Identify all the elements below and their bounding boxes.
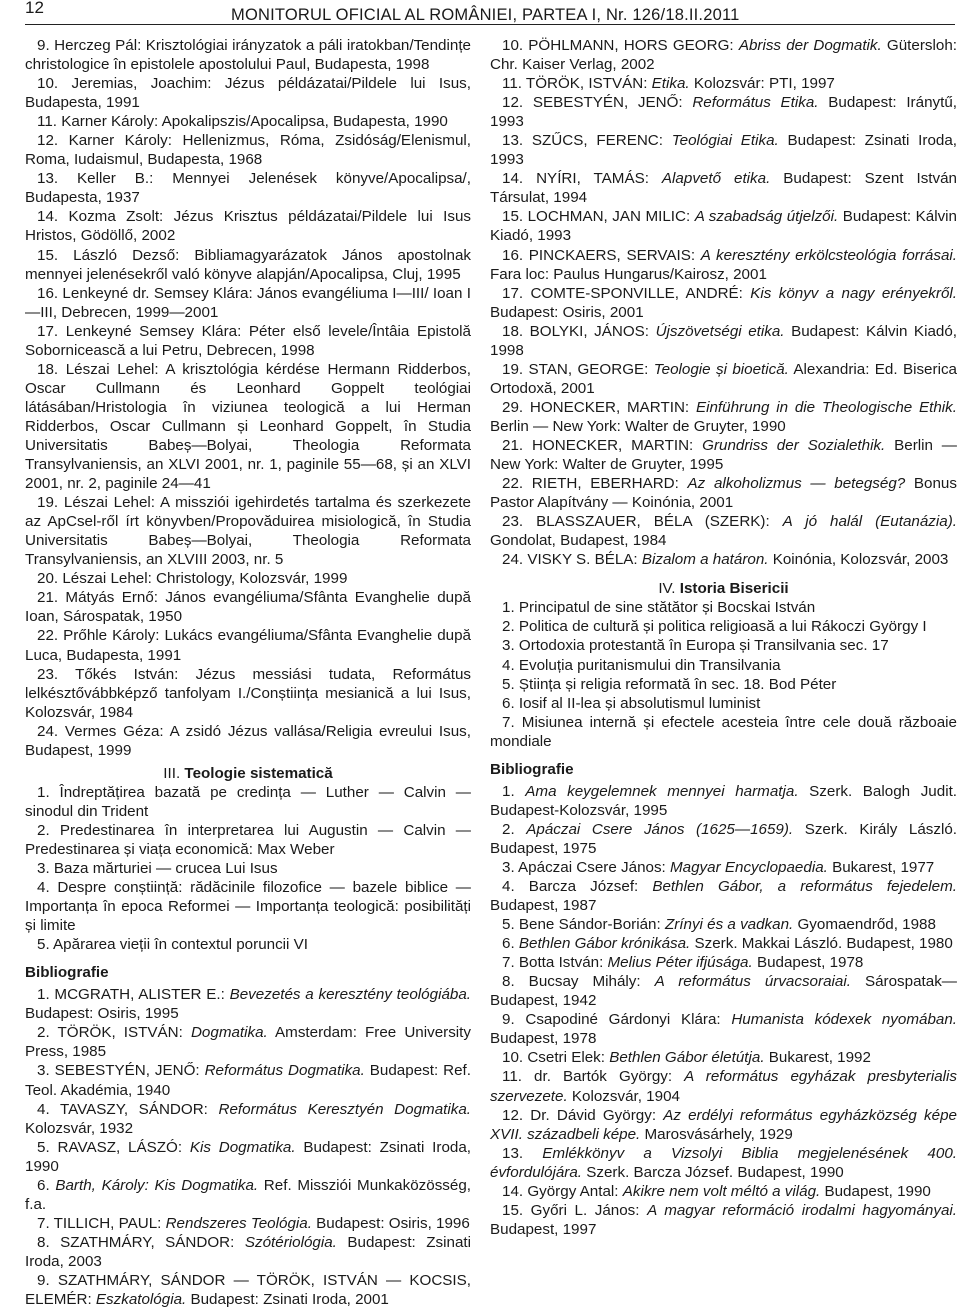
header-rule xyxy=(25,24,955,25)
reference-entry: 19. Lészai Lehel: A missziói igehirdetés tartalma és szerkezete az ApCsel-ről írt könyvben/Propovăduirea misiologică, în Studia Universitatis Babeș—Bolyai, Theologia Reformata Transylvaniensis, an XLVIII 2003, nr. 5 xyxy=(25,494,471,569)
reference-entry: 13. Keller B.: Mennyei Jelenések könyve/Apocalipsa/, Budapesta, 1937 xyxy=(25,170,471,207)
topic-list xyxy=(25,783,471,954)
reference-entry: 20. Lészai Lehel: Christology, Kolozsvár, 1999 xyxy=(37,570,348,588)
bibliography-entry: 2. TÖRÖK, ISTVÁN: Dogmatika. Amsterdam: Free University Press, 1985 xyxy=(25,1024,471,1061)
bibliography-entry: 8. Bucsay Mihály: A református úrvacsoraiai. Sárospatak—Budapest, 1942 xyxy=(490,973,957,1010)
bibliography-entry: 7. Botta István: Melius Péter ifjúsága. Budapest, 1978 xyxy=(502,954,864,972)
bibliography-entry: 15. Győri L. János: A magyar reformáció irodalmi hagyományai. Budapest, 1997 xyxy=(490,1201,957,1238)
topic-item: 5. Apărarea vieții în contextul poruncii VI xyxy=(37,936,308,954)
bibliography-entry: 21. HONECKER, MARTIN: Grundriss der Sozialethik. Berlin — New York: Walter de Gruyter, 1995 xyxy=(490,436,957,474)
reference-entry: 14. Kozma Zsolt: Jézus Krisztus példázatai/Pildele lui Isus Hristos, Gödöllő, 2002 xyxy=(25,208,471,245)
topic-item: 2. Predestinarea în interpretarea lui Augustin — Calvin — Predestinarea și viața economică: Max Weber xyxy=(25,821,471,858)
bibliography-entry: 13. SZŰCS, FERENC: Teológiai Etika. Budapest: Zsinati Iroda, 1993 xyxy=(490,132,957,169)
reference-entry: 24. Vermes Géza: A zsidó Jézus vallása/Religia evreului Isus, Budapest, 1999 xyxy=(25,722,471,759)
bibliography-entry: 24. VISKY S. BÉLA: Bizalom a határon. Koinónia, Kolozsvár, 2003 xyxy=(502,551,949,569)
bibliography-list xyxy=(490,782,957,1239)
bibliography-entry: 22. RIETH, EBERHARD: Az alkoholizmus — betegség? Bonus Pastor Alapítvány — Koinónia, 2001 xyxy=(490,475,957,512)
bibliography-entry: 5. RAVASZ, LÁSZÓ: Kis Dogmatika. Budapest: Zsinati Iroda, 1990 xyxy=(25,1138,471,1175)
reference-entry: 16. Lenkeyné dr. Semsey Klára: János evangéliuma I—III/ Ioan I—III, Debrecen, 1999—2001 xyxy=(25,284,471,321)
topic-item: 2. Politica de cultură și politica religioasă a lui Rákoczi György I xyxy=(502,618,927,636)
topic-item: 4. Evoluția puritanismului din Transilvania xyxy=(502,656,781,674)
bibliography-entry: 9. Csapodiné Gárdonyi Klára: Humanista kódexek nyomában. Budapest, 1978 xyxy=(490,1011,957,1048)
bibliography-list xyxy=(25,985,471,1309)
reference-entry: 12. Karner Károly: Hellenizmus, Róma, Zsidóság/Elenismul, Roma, Iudaismul, Budapesta, 1968 xyxy=(25,132,471,169)
section-title: Teologie sistematică xyxy=(184,764,333,782)
bibliography-entry: 12. Dr. Dávid György: Az erdélyi református egyházközség képe XVII. századbeli képe. Marosvásárhely, 1929 xyxy=(490,1106,957,1143)
reference-entry: 21. Mátyás Ernő: János evangéliuma/Sfânta Evanghelie după Ioan, Sárospatak, 1950 xyxy=(25,589,471,626)
bibliography-entry: 4. Barcza József: Bethlen Gábor, a református fejedelem. Budapest, 1987 xyxy=(490,878,957,915)
topic-list xyxy=(490,598,957,750)
bibliography-list-continued xyxy=(490,36,957,569)
bibliography-entry: 12. SEBESTYÉN, JENŐ: Református Etika. Budapest: Iránytű, 1993 xyxy=(490,94,957,131)
bibliography-entry: 3. Apáczai Csere János: Magyar Encyclopaedia. Bukarest, 1977 xyxy=(502,858,935,876)
page-number: 12 xyxy=(25,0,44,17)
bibliography-entry: 11. dr. Bartók György: A református egyházak presbyterialis szervezete. Kolozsvár, 1904 xyxy=(490,1068,957,1105)
bibliography-entry: 15. LOCHMAN, JAN MILIC: A szabadság útjelzői. Budapest: Kálvin Kiadó, 1993 xyxy=(490,208,957,245)
topic-item: 4. Despre conștiință: rădăcinile filozofice — bazele biblice — Importanța în epoca Reformei — Importanța teologică: posibilități și limite xyxy=(25,879,471,935)
bibliography-entry: 6. Barth, Károly: Kis Dogmatika. Ref. Missziói Munkaközösség, f.a. xyxy=(25,1176,472,1213)
topic-item: 5. Știința și religia reformată în sec. 18. Bod Péter xyxy=(502,675,837,693)
bibliography-entry: 17. COMTE-SPONVILLE, ANDRÉ: Kis könyv a nagy erényekről. Budapest: Osiris, 2001 xyxy=(490,284,957,321)
reference-entry: 11. Karner Károly: Apokalipszis/Apocalipsa, Budapesta, 1990 xyxy=(37,113,448,131)
bibliography-entry: 7. TILLICH, PAUL: Rendszeres Teológia. Budapest: Osiris, 1996 xyxy=(37,1214,470,1232)
bibliography-entry: 8. SZATHMÁRY, SÁNDOR: Szótériológia. Budapest: Zsinati Iroda, 2003 xyxy=(25,1233,471,1270)
bibliography-entry: 14. György Antal: Akikre nem volt méltó a világ. Budapest, 1990 xyxy=(502,1182,931,1200)
reference-entry: 15. László Dezső: Bibliamagyarázatok János apostolnak mennyei jelenésekről való könyve alapján/Apocalipsa, Cluj, 1995 xyxy=(25,246,471,283)
topic-item: 1. Principatul de sine stătător și Bocskai István xyxy=(502,599,816,617)
bibliography-heading: Bibliografie xyxy=(490,760,574,778)
bibliography-entry: 1. Ama keygelemnek mennyei harmatja. Szerk. Balogh Judit. Budapest-Kolozsvár, 1995 xyxy=(490,782,958,819)
topic-item: 3. Baza mărturiei — crucea Lui Isus xyxy=(37,860,278,878)
reference-entry: 22. Prőhle Károly: Lukács evangéliuma/Sfânta Evanghelie după Luca, Budapesta, 1991 xyxy=(25,627,471,664)
right-column xyxy=(490,36,957,1239)
bibliography-entry: 6. Bethlen Gábor krónikása. Szerk. Makkai László. Budapest, 1980 xyxy=(502,935,953,953)
bibliography-entry: 1. MCGRATH, ALISTER E.: Bevezetés a keresztény teológiába. Budapest: Osiris, 1995 xyxy=(25,986,471,1023)
reference-entry: 9. Herczeg Pál: Krisztológiai irányzatok a páli iratokban/Tendințe christologice în epistolele apostolului Paul, Budapesta, 1998 xyxy=(25,37,471,74)
reference-entry: 17. Lenkeyné Semsey Klára: Péter első levele/Întâia Epistolă Sobornicească a lui Petru, Debrecen, 1998 xyxy=(25,322,471,359)
reference-entry: 18. Lészai Lehel: A krisztológia kérdése Hermann Ridderbos, Oscar Cullmann és Leonhard Goppelt teológiai látásában/Hristologia în viziunea teologică a lui Herman Ridderbos, Oscar Cullmann și Leonhard Goppelt, în Studia Universitatis Babeș—Bolyai, Theologia Reformata Transylvaniensis, an XLVI 2001, nr. 1, paginile 55—68, și an XLVI 2001, nr. 2, paginile 24—41 xyxy=(25,360,471,493)
bibliography-entry: 4. TAVASZY, SÁNDOR: Református Keresztyén Dogmatika. Kolozsvár, 1932 xyxy=(25,1100,471,1137)
reference-list xyxy=(25,36,471,760)
section-roman: IV. xyxy=(658,580,676,598)
bibliography-entry: 10. PÖHLMANN, HORS GEORG: Abriss der Dogmatik. Gütersloh: Chr. Kaiser Verlag, 2002 xyxy=(490,37,957,74)
reference-entry: 10. Jeremias, Joachim: Jézus példázatai/Pildele lui Isus, Budapesta, 1991 xyxy=(25,75,471,112)
bibliography-heading: Bibliografie xyxy=(25,964,109,982)
topic-item: 3. Ortodoxia protestantă în Europa și Transilvania sec. 17 xyxy=(502,637,889,655)
left-column xyxy=(25,36,471,1309)
bibliography-entry: 16. PINCKAERS, SERVAIS: A keresztény erkölcsteológia forrásai. Fara loc: Paulus Hungarus/Kairosz, 2001 xyxy=(490,246,957,283)
section-title: Istoria Bisericii xyxy=(679,580,789,598)
bibliography-entry: 23. BLASSZAUER, BÉLA (SZERK): A jó halál (Eutanázia). Gondolat, Budapest, 1984 xyxy=(490,513,957,550)
bibliography-entry: 9. SZATHMÁRY, SÁNDOR — TÖRÖK, ISTVÁN — KOCSIS, ELEMÉR: Eszkatológia. Budapest: Zsinati Iroda, 2001 xyxy=(25,1272,471,1309)
bibliography-entry: 10. Csetri Elek: Bethlen Gábor életútja. Bukarest, 1992 xyxy=(502,1049,871,1067)
topic-item: 1. Îndreptățirea bazată pe credința — Luther — Calvin — sinodul din Trident xyxy=(25,783,471,820)
bibliography-entry: 11. TÖRÖK, ISTVÁN: Etika. Kolozsvár: PTI, 1997 xyxy=(502,75,835,93)
bibliography-entry: 5. Bene Sándor-Borián: Zrínyi és a vadkan. Gyomaendrőd, 1988 xyxy=(502,916,936,934)
topic-item: 6. Iosif al II-lea și absolutismul luminist xyxy=(502,694,761,712)
section-roman: III. xyxy=(163,764,181,782)
bibliography-entry: 29. HONECKER, MARTIN: Einführung in die Theologische Ethik. Berlin — New York: Walter de Gruyter, 1990 xyxy=(490,398,957,435)
running-title: MONITORUL OFICIAL AL ROMÂNIEI, PARTEA I, Nr. 126/18.II.2011 xyxy=(231,6,740,24)
reference-entry: 23. Tőkés István: Jézus messiási tudata, Református lelkésztővábbképző tanfolyam I./Conștiința mesianică a lui Isus, Kolozsvár, 1984 xyxy=(25,665,471,721)
section-heading-iii xyxy=(25,764,471,783)
bibliography-entry: 19. STAN, GEORGE: Teologie și bioetică. Alexandria: Ed. Biserica Ortodoxă, 2001 xyxy=(490,360,957,397)
bibliography-entry: 14. NYÍRI, TAMÁS: Alapvető etika. Budapest: Szent István Társulat, 1994 xyxy=(490,170,957,207)
page-header xyxy=(0,0,960,26)
bibliography-entry: 18. BOLYKI, JÁNOS: Újszövetségi etika. Budapest: Kálvin Kiadó, 1998 xyxy=(490,322,957,359)
bibliography-entry: 3. SEBESTYÉN, JENŐ: Református Dogmatika. Budapest: Ref. Teol. Akadémia, 1940 xyxy=(25,1062,471,1099)
section-heading-iv xyxy=(490,579,957,598)
bibliography-entry: 13. Emlékkönyv a Vizsolyi Biblia megjelenésének 400. évfordulójára. Szerk. Barcza József. Budapest, 1990 xyxy=(490,1144,957,1181)
bibliography-entry: 2. Apáczai Csere János (1625—1659). Szerk. Király László. Budapest, 1975 xyxy=(490,820,957,857)
topic-item: 7. Misiunea internă și efectele acesteia între cele două războaie mondiale xyxy=(490,713,957,750)
